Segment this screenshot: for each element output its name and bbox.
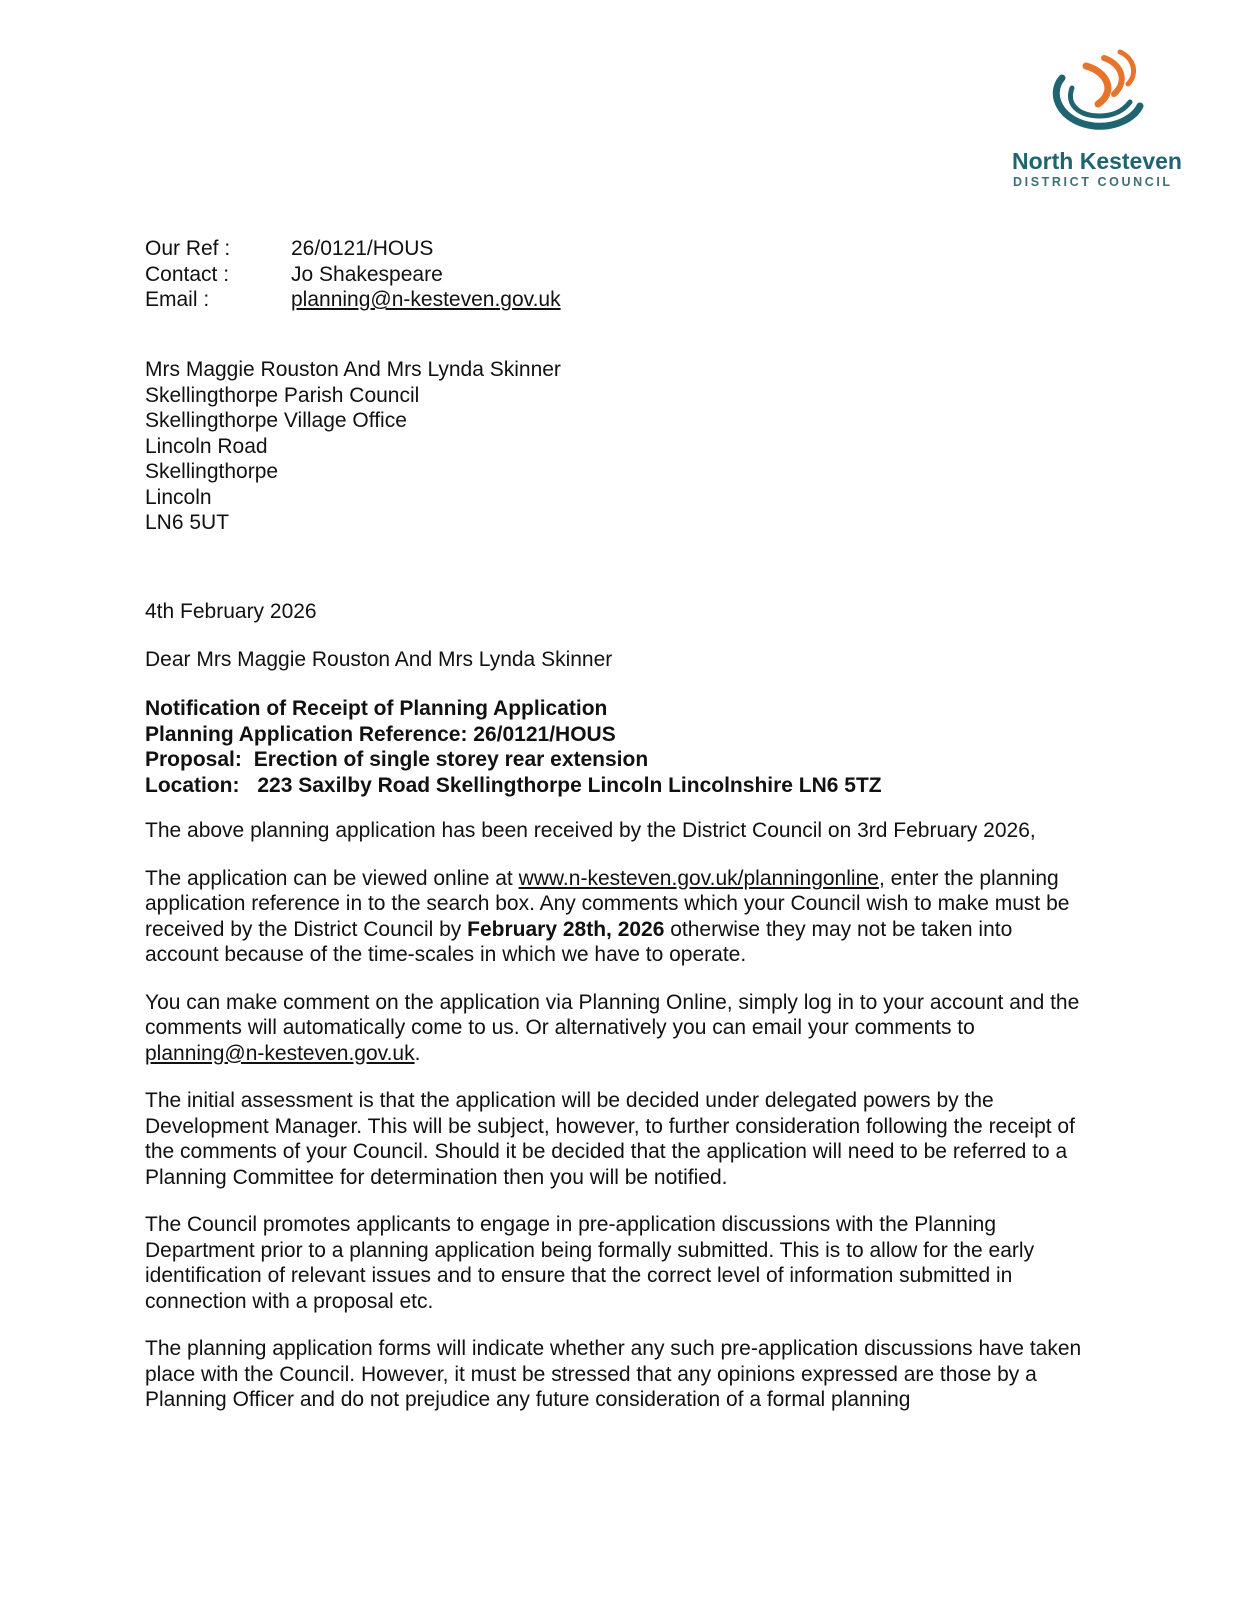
paragraph-forms: The planning application forms will indicate whether any such pre-application discussions have taken place with the Council. However, it must be stressed that any opinions expressed are those by a Planning Officer and do not prejudice any future consideration of a formal planning bbox=[145, 1337, 1082, 1411]
email-link[interactable]: planning@n-kesteven.gov.uk bbox=[291, 288, 561, 311]
logo-subtitle: DISTRICT COUNCIL bbox=[1013, 175, 1173, 189]
proposal-value: Erection of single storey rear extension bbox=[253, 748, 649, 771]
location-value: 223 Saxilby Road Skellingthorpe Lincoln Lincolnshire LN6 5TZ bbox=[257, 773, 882, 797]
our-ref-value: 26/0121/HOUS bbox=[291, 237, 434, 260]
email-row bbox=[145, 287, 561, 313]
council-swirl-icon bbox=[1042, 44, 1162, 144]
email-label: Email : bbox=[145, 288, 210, 311]
reference-block bbox=[145, 236, 561, 313]
address-line: LN6 5UT bbox=[145, 511, 230, 534]
paragraph-text: , enter the planning application reference in to the search box. Any comments which your Council wish to make must be received by the District Council by bbox=[145, 866, 1070, 941]
contact-label: Contact : bbox=[145, 262, 230, 286]
planning-email-link[interactable]: planning@n-kesteven.gov.uk bbox=[145, 1041, 415, 1065]
proposal-label: Proposal: bbox=[145, 748, 242, 771]
location-label: Location: bbox=[145, 773, 240, 797]
subject-title: Notification of Receipt of Planning Application bbox=[145, 697, 608, 720]
paragraph-comment bbox=[145, 990, 1085, 1067]
paragraph-text: . bbox=[414, 1041, 421, 1065]
paragraph-text: otherwise they may not be taken into account because of the time-scales in which we have to operate. bbox=[145, 917, 1013, 966]
reference-value: 26/0121/HOUS bbox=[473, 722, 616, 746]
paragraph-view-online bbox=[145, 866, 1085, 968]
address-line: Skellingthorpe Village Office bbox=[145, 409, 407, 432]
subject-block bbox=[145, 696, 882, 798]
subject-proposal bbox=[145, 747, 882, 773]
council-logo bbox=[1012, 44, 1192, 194]
paragraph-text: You can make comment on the application via Planning Online, simply log in to your account and the comments will automatically come to us. Or alternatively you can email your comments to bbox=[145, 990, 1080, 1039]
our-ref-row bbox=[145, 236, 561, 262]
address-line: Skellingthorpe bbox=[145, 460, 279, 483]
address-line: Lincoln Road bbox=[145, 434, 268, 458]
paragraph-pre-application: The Council promotes applicants to engage in pre-application discussions with the Planning Department prior to a planning application being formally submitted. This is to allow for the early identification of relevant issues and to ensure that the correct level of information submitted in connection with a proposal etc. bbox=[145, 1213, 1035, 1313]
logo-name: North Kesteven bbox=[1012, 148, 1182, 174]
recipient-address bbox=[145, 357, 561, 536]
paragraph-received: The above planning application has been received by the District Council on 3rd February 2026, bbox=[145, 819, 1036, 842]
subject-location bbox=[145, 773, 882, 799]
address-line: Mrs Maggie Rouston And Mrs Lynda Skinner bbox=[145, 358, 561, 381]
reference-label: Planning Application Reference: bbox=[145, 722, 468, 746]
contact-value: Jo Shakespeare bbox=[291, 262, 443, 286]
paragraph-text: The application can be viewed online at bbox=[145, 866, 519, 890]
planning-online-link[interactable]: www.n-kesteven.gov.uk/planningonline bbox=[518, 866, 879, 890]
our-ref-label: Our Ref : bbox=[145, 237, 231, 260]
address-line: Skellingthorpe Parish Council bbox=[145, 383, 420, 407]
address-line: Lincoln bbox=[145, 485, 212, 509]
contact-row bbox=[145, 262, 561, 288]
letter-body bbox=[145, 818, 1085, 1435]
deadline-date: February 28th, 2026 bbox=[467, 917, 665, 941]
salutation: Dear Mrs Maggie Rouston And Mrs Lynda Skinner bbox=[145, 648, 613, 671]
letter-date: 4th February 2026 bbox=[145, 600, 317, 623]
subject-reference bbox=[145, 722, 882, 748]
paragraph-assessment: The initial assessment is that the application will be decided under delegated powers by the Development Manager. This will be subject, however, to further consideration following the receipt of the comments of your Council. Should it be decided that the application will need to be referred to a Planning Committee for determination then you will be notified. bbox=[145, 1089, 1075, 1189]
